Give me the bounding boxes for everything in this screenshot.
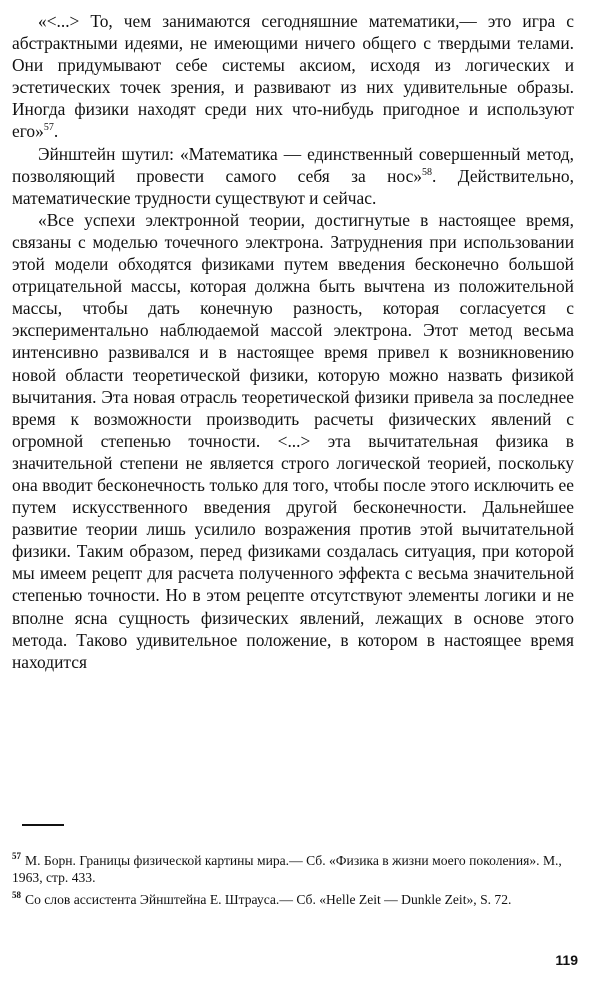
paragraph-text-tail: . Действительно, математические трудности существуют и сейчас. xyxy=(12,165,574,208)
footnote-ref: 57 xyxy=(43,122,54,134)
footnote-mark: 58 xyxy=(12,890,21,901)
main-text xyxy=(12,10,574,673)
footnote-separator xyxy=(22,824,64,826)
paragraph xyxy=(12,209,574,673)
paragraph xyxy=(12,143,574,209)
footnote-ref: 58 xyxy=(422,166,432,178)
paragraph-text-tail: . xyxy=(53,121,59,142)
paragraph-text: «<...> То, чем занимаются сегодняшние математики,— это игра с абстрактными идеями, не имеющими ничего общего с твердыми телами. Они придумывают себе системы аксиом, исходя из логических и эстетических точек зрения, и развивают из них удивительные образы. Иногда физики находят среди них что-нибудь пригодное и используют его» xyxy=(12,11,574,142)
footnote xyxy=(12,891,578,908)
footnote-mark: 57 xyxy=(12,851,21,862)
paragraph-text: Эйнштейн шутил: «Математика — единственный совершенный метод, позволяющий провести самого себя за нос» xyxy=(12,143,574,186)
paragraph-text: «Все успехи электронной теории, достигнутые в настоящее время, связаны с моделью точечного электрона. Затруднения при использовании этой модели обходятся физиками путем введения бесконечно большой отрицательной массы, которая должна быть вычтена из положительной массы, чтобы дать конечную разность, которая согласуется с экспериментально наблюдаемой массой электрона. Этот метод весьма интенсивно развивался и в настоящее время привел к возникновению новой области теоретической физики, которую можно назвать физикой вычитания. Эта новая отрасль теоретической физики привела за последнее время к возможности производить расчеты физических явлений с огромной степенью точности. <...> эта вычитательная физика в значительной степени не является строго логической теорией, поскольку она вводит бесконечность только для того, чтобы после этого исключить ее путем искусственного введения другой бесконечности. Дальнейшее развитие теории лишь усилило возражения против этой вычитательной физики. Таким образом, перед физиками создалась ситуация, при которой мы имеем рецепт для расчета полученного эффекта с весьма значительной степенью точности. Но в этом рецепте отсутствуют элементы логики и не вполне ясна сущность физических явлений, лежащих в основе этого метода. Таково удивительное положение, в котором в настоящее время находится xyxy=(12,209,574,672)
footnotes xyxy=(12,852,578,913)
page-number: 119 xyxy=(555,952,578,968)
paragraph xyxy=(12,10,574,143)
footnote-text: Со слов ассистента Эйнштейна Е. Штрауса.— Сб. «Helle Zeit — Dunkle Zeit», S. 72. xyxy=(25,892,512,907)
footnote xyxy=(12,852,578,886)
footnote-text: М. Борн. Границы физической картины мира.— Сб. «Физика в жизни моего поколения». М., 1963, стр. 433. xyxy=(12,853,562,885)
